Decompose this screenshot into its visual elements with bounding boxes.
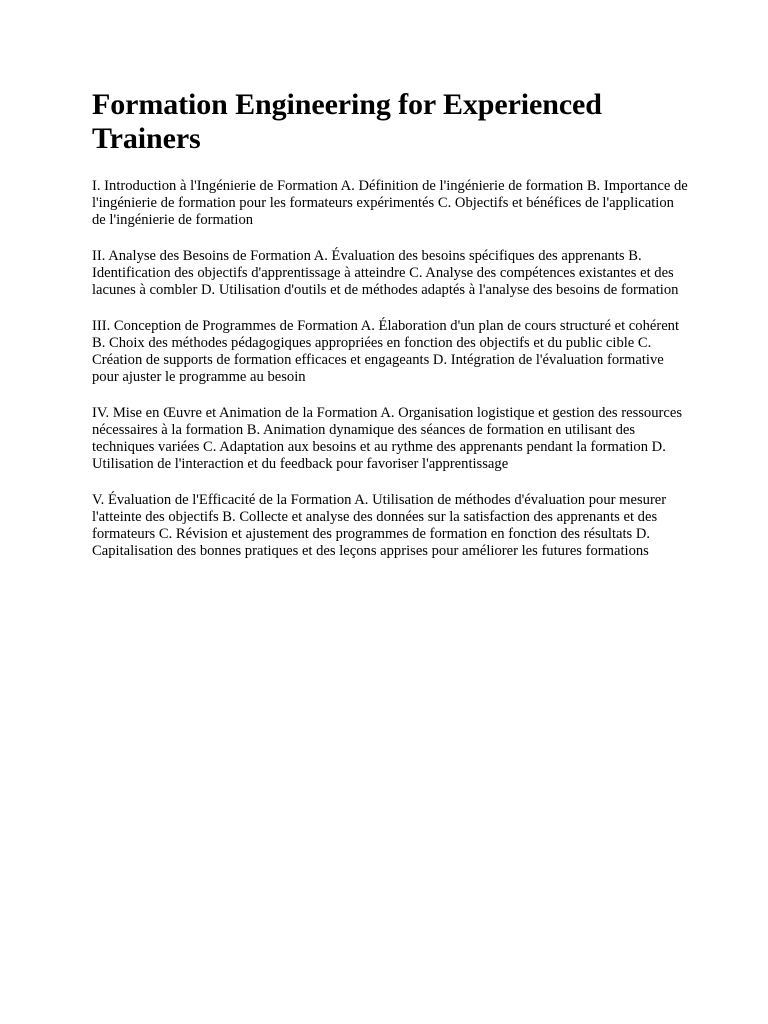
section-introduction: I. Introduction à l'Ingénierie de Formation A. Définition de l'ingénierie de formation B. Importance de l'ingénierie de formation pour les formateurs expérimentés C. Objectifs et bénéfices de l'application de l'ingénierie de formation xyxy=(92,178,688,228)
section-needs-analysis: II. Analyse des Besoins de Formation A. Évaluation des besoins spécifiques des apprenants B. Identification des objectifs d'apprentissage à atteindre C. Analyse des compétences existantes et des lacunes à combler D. Utilisation d'outils et de méthodes adaptés à l'analyse des besoins de formation xyxy=(92,248,679,298)
section-evaluation: V. Évaluation de l'Efficacité de la Formation A. Utilisation de méthodes d'évaluation pour mesurer l'atteinte des objectifs B. Collecte et analyse des données sur la satisfaction des apprenants et des formateurs C. Révision et ajustement des programmes de formation en fonction des résultats D. Capitalisation des bonnes pratiques et des leçons apprises pour améliorer les futures formations xyxy=(92,492,667,559)
document-title: Formation Engineering for Experienced Trainers xyxy=(92,88,602,155)
section-implementation: IV. Mise en Œuvre et Animation de la Formation A. Organisation logistique et gestion des ressources nécessaires à la formation B. Animation dynamique des séances de formation en utilisant des techniques variées C. Adaptation aux besoins et au rythme des apprenants pendant la formation D. Utilisation de l'interaction et du feedback pour favoriser l'apprentissage xyxy=(92,405,683,472)
section-program-design: III. Conception de Programmes de Formation A. Élaboration d'un plan de cours structuré et cohérent B. Choix des méthodes pédagogiques appropriées en fonction des objectifs et du public cible C. Création de supports de formation efficaces et engageants D. Intégration de l'évaluation formative pour ajuster le programme au besoin xyxy=(92,318,680,385)
